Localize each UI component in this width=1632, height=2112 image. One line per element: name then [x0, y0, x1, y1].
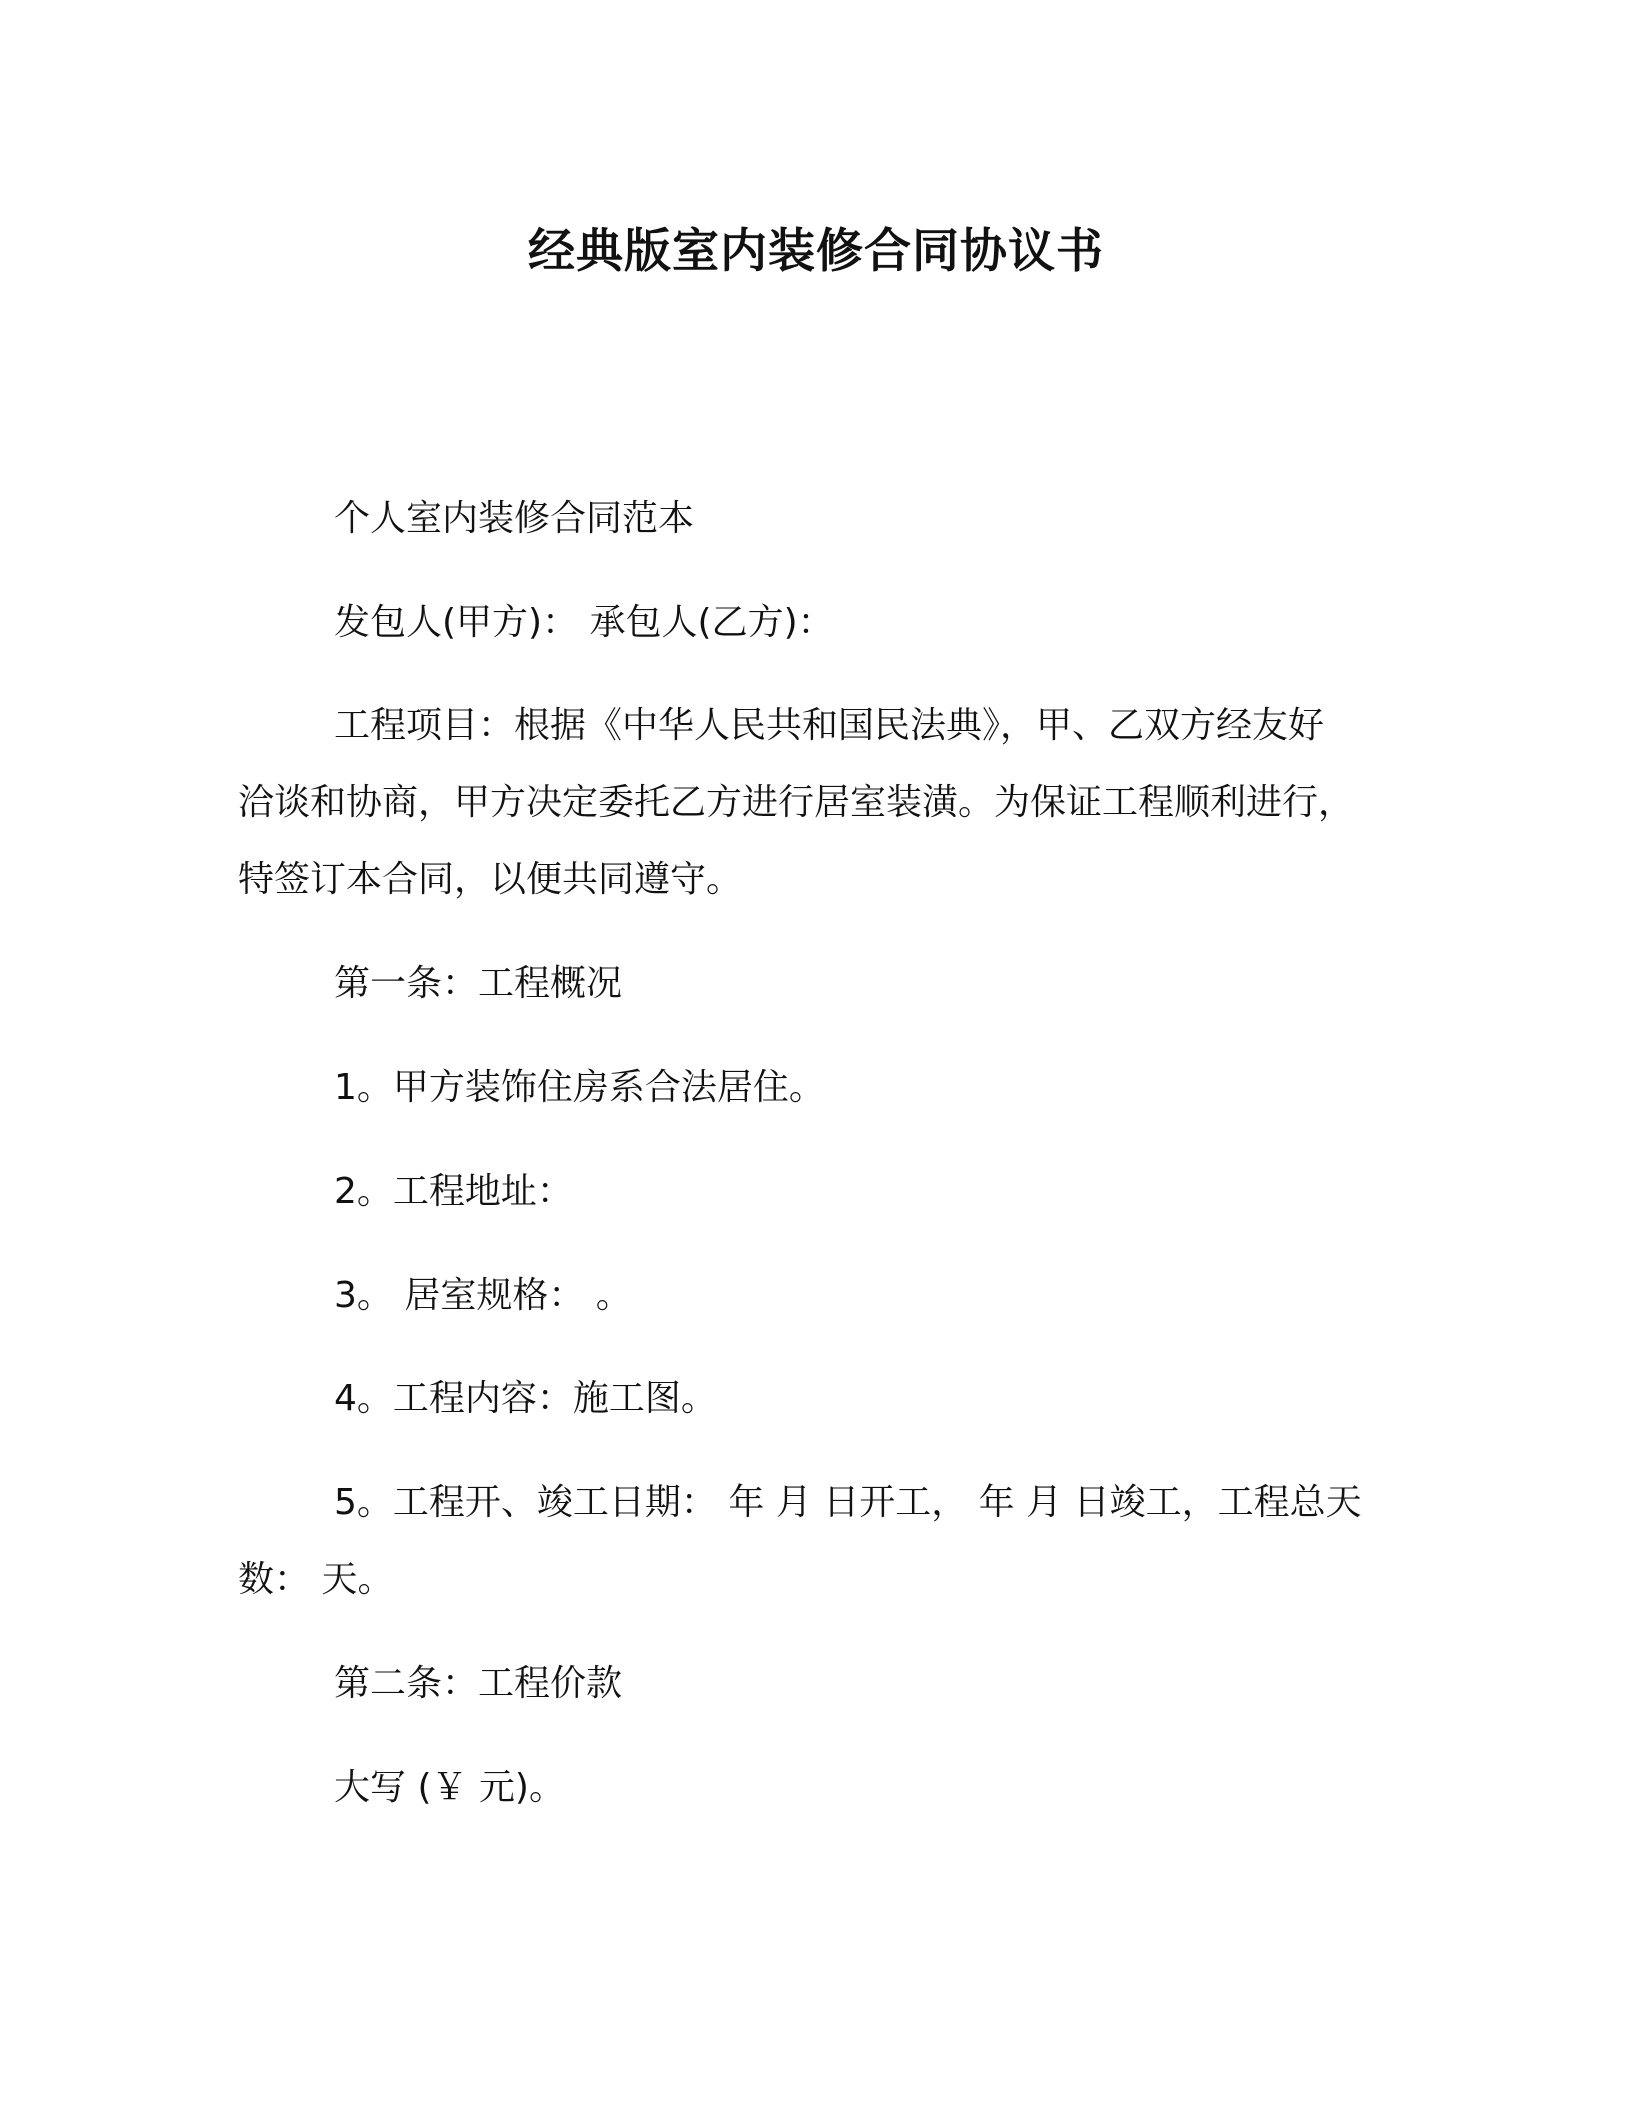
article-1-item-5-line-1: 5。工程开、竣工日期： 年 月 日开工， 年 月 日竣工，工程总天 [334, 1482, 1362, 1523]
document-title: 经典版室内装修合同协议书 [528, 224, 1104, 279]
subtitle: 个人室内装修合同范本 [334, 498, 695, 539]
article-2-heading: 第二条：工程价款 [334, 1663, 623, 1704]
project-paragraph-line-3: 特签订本合同，以便共同遵守。 [238, 859, 743, 900]
article-2-amount: 大写 (￥ 元)。 [334, 1767, 565, 1808]
project-paragraph-line-1: 工程项目：根据《中华人民共和国民法典》，甲、乙双方经友好 [334, 705, 1325, 746]
article-1-item-5-line-2: 数： 天。 [238, 1559, 394, 1600]
article-1-heading: 第一条：工程概况 [334, 963, 623, 1004]
article-1-item-4: 4。工程内容：施工图。 [334, 1378, 717, 1419]
article-1-item-2: 2。工程地址： [334, 1171, 573, 1212]
article-1-item-1: 1。甲方装饰住房系合法居住。 [334, 1067, 825, 1108]
project-paragraph-line-2: 洽谈和协商，甲方决定委托乙方进行居室装潢。为保证工程顺利进行， [238, 782, 1355, 823]
parties-line: 发包人(甲方)： 承包人(乙方)： [334, 602, 834, 643]
article-1-item-3: 3。 居室规格： 。 [334, 1275, 632, 1316]
